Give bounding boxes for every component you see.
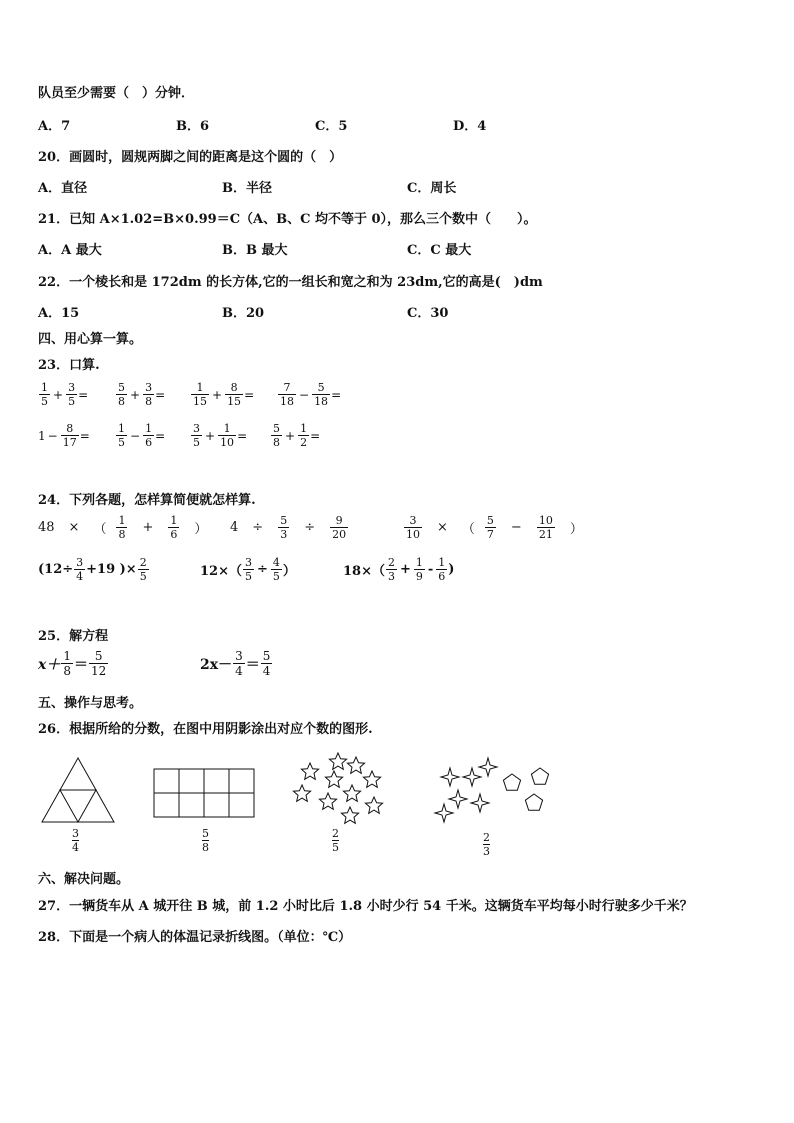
q22-text: 22．一个棱长和是 172dm 的长方体,它的一组长和宽之和为 23dm,它的高是( )dm bbox=[38, 275, 543, 290]
fraction: $\frac{1}{8}$ bbox=[63, 649, 71, 678]
q25-equation-1: x＋ $\frac{1}{8}$ ＝ $\frac{5}{12}$ bbox=[38, 649, 107, 678]
q19-option-c: C．5 bbox=[315, 119, 348, 134]
fraction: $\frac{1}{6}$ bbox=[145, 422, 153, 449]
fraction: $\frac{3}{5}$ bbox=[193, 422, 200, 449]
q20-option-b: B．半径 bbox=[222, 181, 272, 196]
fraction: $\frac{9}{20}$ bbox=[332, 514, 347, 541]
fraction: $\frac{1}{6}$ bbox=[170, 514, 178, 541]
q21-option-a: A．A 最大 bbox=[38, 243, 102, 258]
fraction: $\frac{8}{17}$ bbox=[62, 422, 77, 449]
triangle-figure bbox=[40, 756, 116, 824]
fraction: $\frac{5}{18}$ bbox=[314, 381, 329, 408]
q23-item-4: $\frac{7}{18}$ − $\frac{5}{18}$ = bbox=[280, 381, 342, 408]
q24-expr-5: 12×（ $\frac{3}{5}$ ÷ $\frac{4}{5}$ ） bbox=[200, 556, 296, 583]
q20-text: 20．画圆时，圆规两脚之间的距离是这个圆的（ ） bbox=[38, 150, 343, 165]
q21-option-c: C．C 最大 bbox=[407, 243, 472, 258]
q22-option-c: C．30 bbox=[407, 306, 449, 321]
q19-option-b: B．6 bbox=[176, 119, 210, 134]
q27-text: 27．一辆货车从 A 城开往 B 城，前 1.2 小时比后 1.8 小时少行 54 千米。这辆货车平均每小时行驶多少千米？ bbox=[38, 899, 693, 914]
sparkles-pentagons-figure bbox=[430, 755, 560, 827]
fraction: $\frac{3}{4}$ bbox=[235, 649, 243, 678]
q24-expr-4: (12÷ $\frac{3}{4}$ +19 )× $\frac{2}{5}$ bbox=[38, 556, 147, 583]
fraction: $\frac{3}{10}$ bbox=[406, 514, 420, 541]
fraction: $\frac{1}{10}$ bbox=[220, 422, 235, 449]
q23-item-1: $\frac{1}{5}$ + $\frac{3}{5}$ = bbox=[41, 381, 89, 408]
q24-expr-2: 4 ÷ $\frac{5}{3}$ ÷ $\frac{9}{20}$ bbox=[230, 514, 347, 541]
fraction: $\frac{1}{6}$ bbox=[438, 556, 446, 583]
fraction-label-triangle: 3 4 bbox=[72, 827, 79, 854]
q26-title: 26．根据所给的分数，在图中用阴影涂出对应个数的图形. bbox=[38, 722, 373, 737]
q21-text: 21．已知 A×1.02=B×0.99＝C（A、B、C 均不等于 0），那么三个数中（ ）。 bbox=[38, 212, 537, 227]
q19-option-d: D．4 bbox=[453, 119, 487, 134]
q19-text: 队员至少需要（ ）分钟． bbox=[38, 86, 195, 101]
q22-option-a: A．15 bbox=[38, 306, 80, 321]
q23-item-6: $\frac{1}{5}$ − $\frac{1}{6}$ = bbox=[118, 422, 166, 449]
fraction: $\frac{3}{8}$ bbox=[145, 381, 153, 408]
section-5-heading: 五、操作与思考。 bbox=[38, 696, 143, 711]
q23-item-7: $\frac{3}{5}$ + $\frac{1}{10}$ = bbox=[193, 422, 248, 449]
q22-option-b: B．20 bbox=[222, 306, 265, 321]
q20-option-c: C．周长 bbox=[407, 181, 457, 196]
section-6-heading: 六、解决问题。 bbox=[38, 872, 130, 887]
fraction: $\frac{5}{3}$ bbox=[280, 514, 288, 541]
q24-expr-6: 18×（ $\frac{2}{3}$ + $\frac{1}{9}$ - $\frac{1}{6}$ ) bbox=[343, 556, 455, 583]
q23-item-3: $\frac{1}{15}$ + $\frac{8}{15}$ = bbox=[193, 381, 255, 408]
fraction: $\frac{2}{3}$ bbox=[387, 556, 395, 583]
q23-title: 23．口算. bbox=[38, 358, 100, 373]
rectangle-grid-figure bbox=[153, 768, 255, 818]
fraction: $\frac{8}{15}$ bbox=[227, 381, 242, 408]
section-4-heading: 四、用心算一算。 bbox=[38, 332, 143, 347]
q21-option-b: B．B 最大 bbox=[222, 243, 288, 258]
fraction: $\frac{3}{4}$ bbox=[76, 556, 84, 583]
q20-option-a: A．直径 bbox=[38, 181, 88, 196]
fraction: $\frac{2}{5}$ bbox=[139, 556, 147, 583]
fraction: $\frac{1}{5}$ bbox=[118, 422, 125, 449]
q28-text: 28．下面是一个病人的体温记录折线图。（单位：℃） bbox=[38, 930, 352, 945]
fraction: $\frac{5}{7}$ bbox=[486, 514, 494, 541]
fraction: $\frac{5}{4}$ bbox=[262, 649, 271, 678]
fraction: $\frac{5}{8}$ bbox=[273, 422, 280, 449]
q19-option-a: A．7 bbox=[38, 119, 71, 134]
fraction-label-sparkles: 2 3 bbox=[483, 831, 490, 858]
fraction: $\frac{1}{9}$ bbox=[415, 556, 423, 583]
fraction: $\frac{5}{8}$ bbox=[118, 381, 125, 408]
q23-item-5: 1 − $\frac{8}{17}$ = bbox=[38, 422, 90, 449]
fraction: $\frac{4}{5}$ bbox=[272, 556, 280, 583]
fraction: $\frac{1}{8}$ bbox=[118, 514, 126, 541]
q24-expr-3: $\frac{3}{10}$ × （ $\frac{5}{7}$ − $\frac{10}{21}$ ） bbox=[406, 514, 583, 541]
fraction: $\frac{1}{15}$ bbox=[193, 381, 207, 408]
fraction: $\frac{5}{12}$ bbox=[91, 649, 107, 678]
fraction: $\frac{3}{5}$ bbox=[244, 556, 252, 583]
q23-item-2: $\frac{5}{8}$ + $\frac{3}{8}$ = bbox=[118, 381, 166, 408]
q24-title: 24．下列各题，怎样算简便就怎样算. bbox=[38, 493, 256, 508]
q24-expr-1: 48 × （ $\frac{1}{8}$ + $\frac{1}{6}$ ） bbox=[38, 514, 208, 541]
fraction: $\frac{1}{2}$ bbox=[300, 422, 308, 449]
fraction: $\frac{7}{18}$ bbox=[280, 381, 294, 408]
q25-equation-2: 2x－ $\frac{3}{4}$ ＝ $\frac{5}{4}$ bbox=[200, 649, 271, 678]
stars-figure bbox=[288, 750, 388, 826]
q23-item-8: $\frac{5}{8}$ + $\frac{1}{2}$ = bbox=[273, 422, 321, 449]
fraction: $\frac{10}{21}$ bbox=[538, 514, 553, 541]
fraction: $\frac{1}{5}$ bbox=[41, 381, 48, 408]
fraction-label-grid: 5 8 bbox=[202, 827, 209, 854]
fraction-label-stars: 2 5 bbox=[332, 827, 339, 854]
fraction: $\frac{3}{5}$ bbox=[68, 381, 76, 408]
q25-title: 25．解方程 bbox=[38, 629, 109, 644]
